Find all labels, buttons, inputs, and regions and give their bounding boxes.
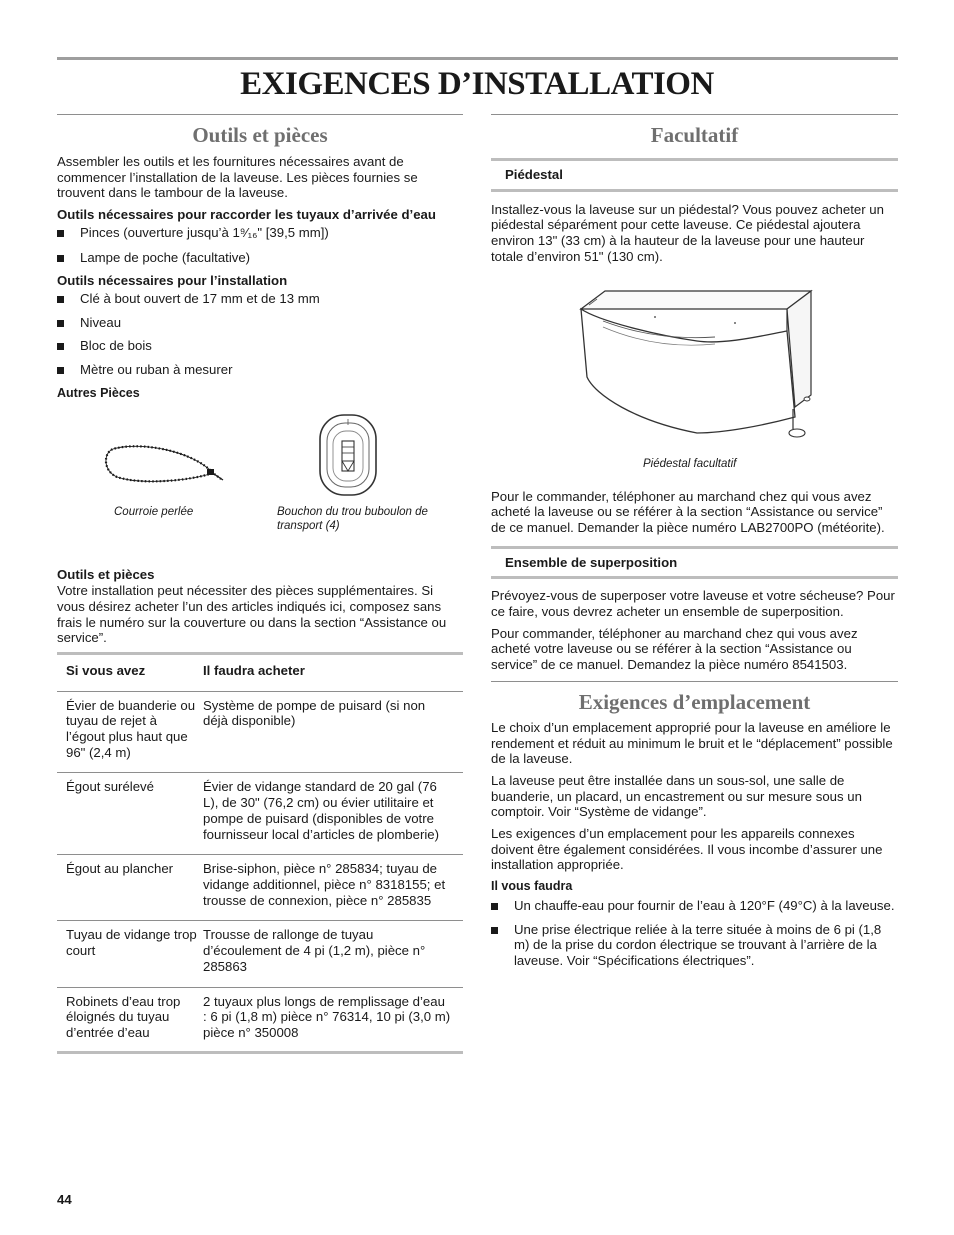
tools-install-heading: Outils nécessaires pour l’installation xyxy=(57,273,288,289)
page-title: EXIGENCES D’INSTALLATION xyxy=(240,66,714,102)
section-title-emplacement: Exigences d’emplacement xyxy=(578,689,811,714)
pedestal-heading: Piédestal xyxy=(505,167,563,182)
table-cell: Égout surélevé xyxy=(66,779,154,795)
caption-strap: Courroie perlée xyxy=(114,506,194,519)
table-header-cell: Si vous avez xyxy=(66,662,146,678)
table-cell: Système de pompe de puisard (si non déjà disponible) xyxy=(203,697,426,729)
table-row xyxy=(57,987,463,1051)
list-item: Lampe de poche (facultative) xyxy=(57,250,463,266)
right-column xyxy=(491,114,898,969)
table-bottom-rule xyxy=(57,1051,463,1054)
parts-text: Votre installation peut nécessiter des pièces supplémentaires. Si vous désirez acheter l’un des articles indiqués ici, composez sans frais le numéro sur la couverture ou dans la section “Assistance ou service”. xyxy=(57,583,447,646)
need-heading: Il vous faudra xyxy=(491,879,573,894)
table-cell: Égout au plancher xyxy=(66,861,174,877)
top-rule xyxy=(57,57,898,60)
pedestal-caption: Piédestal facultatif xyxy=(643,457,737,470)
table-row xyxy=(57,773,463,855)
stack-heading: Ensemble de superposition xyxy=(505,554,678,570)
table-cell: 2 tuyaux plus longs de remplissage d’eau : 6 pi (1,8 m) pièce n° 76314, 10 pi (3,0 m) pièce n° 350008 xyxy=(203,993,451,1040)
table-row xyxy=(57,855,463,921)
stack-text-2: Pour commander, téléphoner au marchand chez qui vous avez acheté votre laveuse ou se référer à la section “Assistance ou service” de ce manuel. Demandez la pièce numéro 8541503. xyxy=(491,625,858,673)
page-number: 44 xyxy=(57,1192,72,1207)
beaded-strap-illustration xyxy=(101,433,231,493)
location-text-1: Le choix d’un emplacement approprié pour la laveuse en améliore le rendement et réduit au minimum le bruit et le “déplacement” possible de la laveuse. xyxy=(491,719,893,767)
left-column xyxy=(57,114,463,1054)
table-header-row xyxy=(57,655,463,691)
table-cell: Brise-siphon, pièce n° 285834; tuyau de vidange additionnel, pièce n° 8318155; et trousse de connexion, pièce n° 285835 xyxy=(203,861,446,908)
list-item: Un chauffe-eau pour fournir de l’eau à 120°F (49°C) à la laveuse. xyxy=(491,898,898,914)
other-parts-heading: Autres Pièces xyxy=(57,385,140,400)
list-item: Pinces (ouverture jusqu’à 1⁹⁄₁₆" [39,5 mm]) xyxy=(57,225,463,241)
stack-text-1: Prévoyez-vous de superposer votre laveuse et votre sécheuse? Pour ce faire, vous devrez acheter un ensemble de superposition. xyxy=(491,588,895,620)
table-cell: Trousse de rallonge de tuyau d’écoulement de 4 pi (1,2 m), pièce n° 285863 xyxy=(203,927,426,974)
list-item: Une prise électrique reliée à la terre située à moins de 6 pi (1,8 m) de la prise du cordon électrique se trouvant à l’arrière de la laveuse. Voir “Spécifications électriques”. xyxy=(491,922,898,969)
subhead-rule xyxy=(491,189,898,192)
list-item: Bloc de bois xyxy=(57,338,463,354)
pedestal-illustration xyxy=(575,287,815,462)
section-rule xyxy=(57,114,463,115)
transport-plug-illustration xyxy=(316,411,380,499)
section-rule xyxy=(491,681,898,682)
table-cell: Évier de buanderie ou tuyau de rejet à l’égout plus haut que 96" (2,4 m) xyxy=(66,697,196,760)
subhead-rule xyxy=(491,576,898,579)
pedestal-order-text: Pour le commander, téléphoner au marchand chez qui vous avez acheté la laveuse ou se référer à la section “Assistance ou service” de ce manuel. Demander la pièce numéro LAB2700PO (météorite). xyxy=(491,488,885,535)
subhead-pedestal xyxy=(491,161,898,189)
parts-heading: Outils et pièces xyxy=(57,567,155,583)
list-item: Mètre ou ruban à mesurer xyxy=(57,362,463,378)
table-row xyxy=(57,691,463,773)
tools-water-list xyxy=(57,225,463,265)
section-rule xyxy=(491,114,898,115)
need-list xyxy=(491,898,898,969)
table-row xyxy=(57,921,463,987)
intro-text: Assembler les outils et les fournitures nécessaires avant de commencer l’installation de la laveuse. Les pièces fournies se trouvent dans le tambour de la laveuse. xyxy=(57,154,418,201)
section-title-facultatif: Facultatif xyxy=(650,123,739,147)
subhead-stack xyxy=(491,549,898,577)
table-header-cell: Il faudra acheter xyxy=(203,662,305,678)
pedestal-figure xyxy=(491,275,898,485)
section-title-outils: Outils et pièces xyxy=(192,123,328,147)
table-cell: Robinets d’eau trop éloignés du tuyau d’entrée d’eau xyxy=(66,993,181,1040)
pedestal-text: Installez-vous la laveuse sur un piédestal? Vous pouvez acheter un piédestal séparément pour cette laveuse. Ce piédestal ajoutera environ 13" (33 cm) à la hauteur de la laveuse pour une hauteur totale d’environ 51" (130 cm). xyxy=(491,201,884,264)
table-cell: Évier de vidange standard de 20 gal (76 L), de 30" (76,2 cm) ou évier utilitaire et pompe de puisard (disponibles de votre fournisseur local d’articles de plomberie) xyxy=(203,779,440,842)
tools-water-heading: Outils nécessaires pour raccorder les tuyaux d’arrivée d’eau xyxy=(57,207,436,223)
caption-plug: Bouchon du trou buboulon de transport (4) xyxy=(277,506,428,533)
location-text-2: La laveuse peut être installée dans un sous-sol, une salle de buanderie, un placard, un encastrement ou sur mesure sous un comptoir. Voir “Système de vidange”. xyxy=(491,772,862,820)
list-item: Clé à bout ouvert de 17 mm et de 13 mm xyxy=(57,291,463,307)
parts-table xyxy=(57,655,463,1051)
list-item: Niveau xyxy=(57,315,463,331)
table-cell: Tuyau de vidange trop court xyxy=(66,927,197,959)
parts-illustrations xyxy=(57,411,463,543)
tools-install-list xyxy=(57,291,463,378)
location-text-3: Les exigences d’un emplacement pour les appareils connexes doivent être également considérées. Il vous incombe d’assurer une installation appropriée. xyxy=(491,826,883,873)
